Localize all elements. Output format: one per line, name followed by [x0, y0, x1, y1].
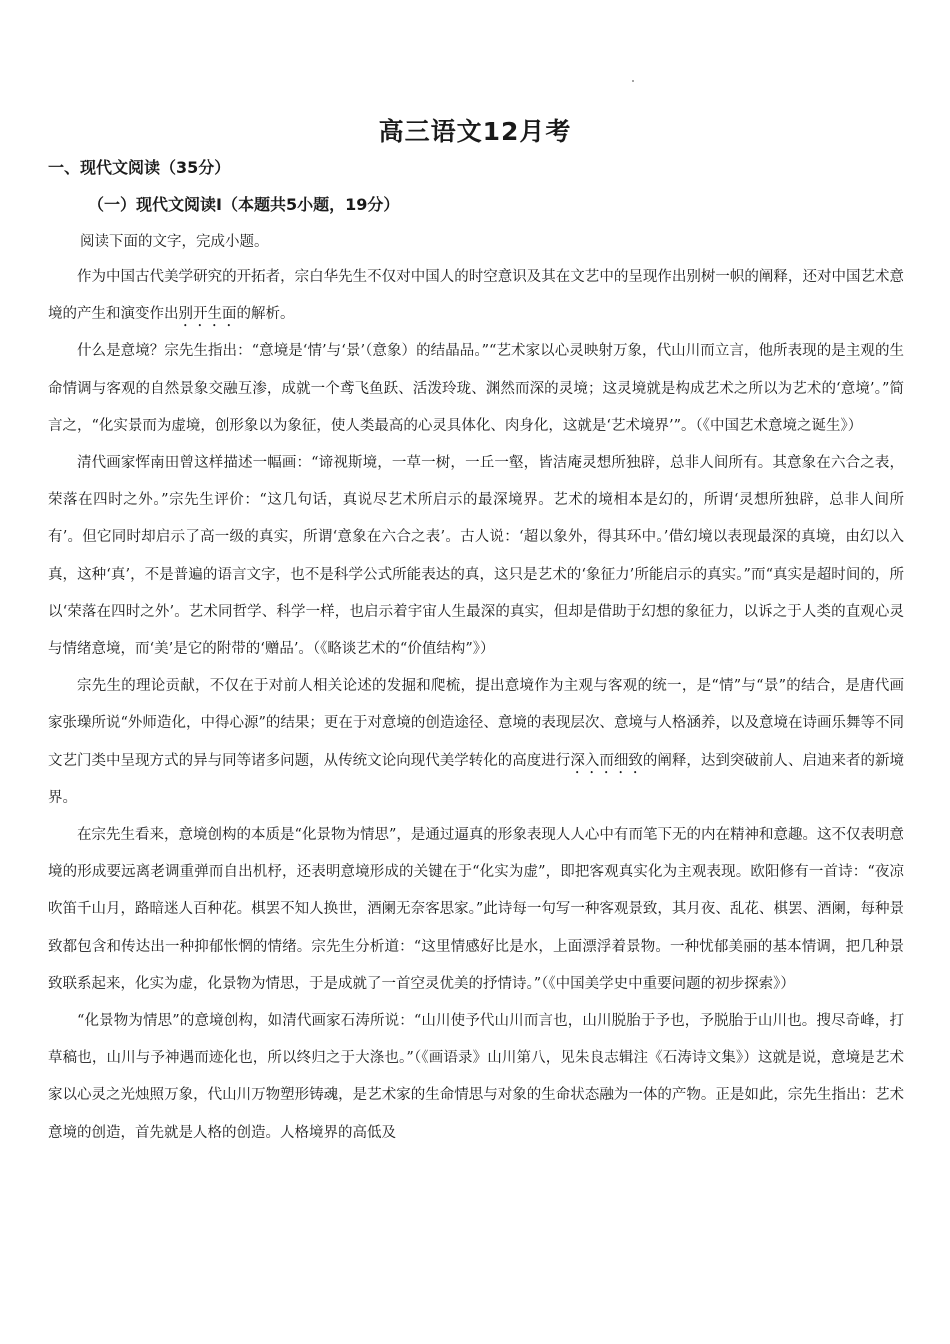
page-title: 高三语文12月考: [378, 117, 572, 146]
paragraph-text: 作为中国古代美学研究的开拓者，宗白华先生不仅对中国人的时空意识及其在文艺中的呈现作出别树一帜的阐释，还对中国艺术意境的产生和演变作出: [48, 269, 904, 323]
scan-dot: [632, 80, 634, 82]
emphasized-phrase: 别开生面: [178, 306, 237, 323]
subsection-heading: （一）现代文阅读Ⅰ（本题共5小题，19分）: [88, 195, 400, 214]
paragraph-5: [48, 817, 904, 1003]
paragraph-text: “化景物为情思”的意境创构，如清代画家石涛所说：“山川使予代山川而言也，山川脱胎于予也，予脱胎于山川也。搜尽奇峰，打草稿也，山川与予神遇而迹化也，所以终归之于大涤也。”（《画语录》山川第八，见朱良志辑注《石涛诗文集》）这就是说，意境是艺术家以心灵之光烛照万象，代山川万物塑形铸魂，是艺术家的生命情思与对象的生命状态融为一体的产物。正是如此，宗先生指出：艺术意境的创造，首先就是人格的创造。人格境界的高低及: [48, 1013, 904, 1141]
paragraph-4: [48, 668, 904, 817]
paragraph-text: 的阐释，达到突破前人、启迪来者的新境界。: [48, 752, 905, 806]
paragraph-2: [48, 333, 904, 445]
paragraph-6: [48, 1003, 904, 1152]
paragraph-3: [48, 445, 904, 668]
passage-body: [48, 259, 904, 1152]
paragraph-text: 清代画家恽南田曾这样描述一幅画：“谛视斯境，一草一树，一丘一壑，皆洁庵灵想所独辟，总非人间所有。其意象在六合之表，荣落在四时之外。”宗先生评价：“这几句话，真说尽艺术所启示的最深境界。艺术的境相本是幻的，所谓‘灵想所独辟，总非人间所有’。但它同时却启示了高一级的真实，所谓‘意象在六合之表’。古人说：‘超以象外，得其环中。’借幻境以表现最深的真境，由幻以入真，这种‘真’，不是普遍的语言文字，也不是科学公式所能表达的真，这只是艺术的‘象征力’所能启示的真实。”而“真实是超时间的，所以‘荣落在四时之外’。艺术同哲学、科学一样，也启示着宇宙人生最深的真实，但却是借助于幻想的象征力，以诉之于人类的直观心灵与情绪意境，而‘美’是它的附带的‘赠品’。（《略谈艺术的“价值结构”》）: [48, 455, 904, 658]
paragraph-text: 宗先生的理论贡献，不仅在于对前人相关论述的发掘和爬梳，提出意境作为主观与客观的统一，是“情”与“景”的结合，是唐代画家张璪所说“外师造化，中得心源”的结果；更在于对意境的创造途径、意境的表现层次、意境与人格涵养，以及意境在诗画乐舞等不同文艺门类中呈现方式的异与同等诸多问题，从传统文论向现代美学转化的高度进行: [48, 678, 904, 769]
paragraph-text: 在宗先生看来，意境创构的本质是“化景物为情思”，是通过逼真的形象表现人人心中有而笔下无的内在精神和意趣。这不仅表明意境的形成要远离老调重弹而自出机杼，还表明意境形成的关键在于“化实为虚”，即把客观真实化为主观表现。欧阳修有一首诗：“夜凉吹笛千山月，路暗迷人百种花。棋罢不知人换世，酒阑无奈客思家。”此诗每一句写一种客观景致，其月夜、乱花、棋罢、酒阑，每种景致都包含和传达出一种抑郁怅惘的情绪。宗先生分析道：“这里情感好比是水，上面漂浮着景物。一种忧郁美丽的基本情调，把几种景致联系起来，化实为虚，化景物为情思，于是成就了一首空灵优美的抒情诗。”（《中国美学史中重要问题的初步探索》）: [48, 827, 904, 992]
paragraph-text: 的解析。: [236, 306, 295, 323]
instruction-text: 阅读下面的文字，完成小题。: [80, 234, 269, 250]
paragraph-text: 什么是意境？宗先生指出：“意境是‘情’与‘景’（意象）的结晶品。”“艺术家以心灵映射万象，代山川而立言，他所表现的是主观的生命情调与客观的自然景象交融互渗，成就一个鸢飞鱼跃、活泼玲珑、渊然而深的灵境；这灵境就是构成艺术之所以为艺术的‘意境’。”简言之，“化实景而为虚境，创形象以为象征，使人类最高的心灵具体化、肉身化，这就是‘艺术境界’”。（《中国艺术意境之诞生》）: [48, 343, 904, 434]
paragraph-1: [48, 259, 904, 333]
emphasized-phrase: 深入而细致: [570, 752, 643, 769]
section-heading: 一、现代文阅读（35分）: [48, 158, 231, 177]
